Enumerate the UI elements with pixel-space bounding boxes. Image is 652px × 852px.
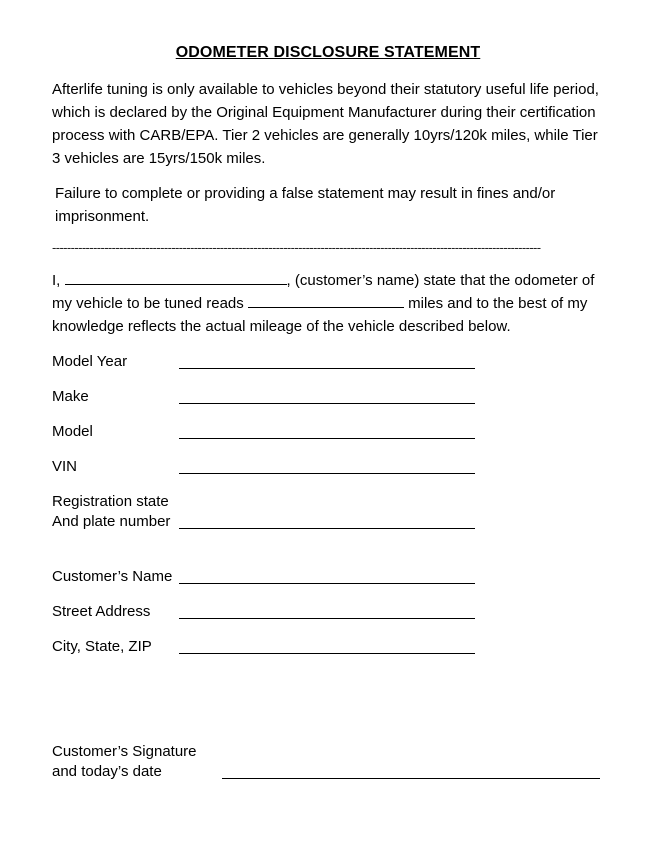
- model-year-label: Model Year: [52, 353, 128, 370]
- warning-paragraph: Failure to complete or providing a false statement may result in fines and/or imprisonment.: [55, 185, 556, 225]
- customer-name-field[interactable]: [179, 583, 475, 584]
- statement-part-3: miles and to the best of my knowledge reflects the actual mileage of the vehicle described below.: [52, 295, 588, 335]
- city-state-zip-label: City, State, ZIP: [52, 638, 152, 655]
- intro-paragraph: Afterlife tuning is only available to vehicles beyond their statutory useful life period, which is declared by the Original Equipment Manufacturer during their certification process with CARB/EPA. Tier 2 vehicles are generally 10yrs/120k miles, while Tier 3 vehicles are 15yrs/150k miles.: [52, 81, 599, 167]
- vin-row: [52, 457, 604, 492]
- city-state-zip-row: [52, 637, 604, 672]
- spacer-large: [52, 672, 604, 742]
- signature-label-line2: and today’s date: [52, 763, 162, 780]
- city-state-zip-field[interactable]: [179, 653, 475, 654]
- vin-label: VIN: [52, 458, 78, 475]
- street-address-label: Street Address: [52, 603, 151, 620]
- mileage-blank[interactable]: [248, 293, 404, 308]
- registration-label-line2: And plate number: [52, 513, 171, 530]
- registration-label-line1: Registration state: [52, 493, 169, 510]
- vin-field[interactable]: [179, 473, 475, 474]
- registration-label: [52, 492, 170, 532]
- spacer: [52, 547, 604, 567]
- make-row: [52, 387, 604, 422]
- make-field[interactable]: [179, 403, 475, 404]
- model-label: Model: [52, 423, 93, 440]
- registration-row: [52, 492, 604, 547]
- model-field[interactable]: [179, 438, 475, 439]
- signature-field[interactable]: [222, 778, 600, 779]
- odometer-statement: [52, 269, 604, 338]
- model-row: [52, 422, 604, 457]
- disclosure-document: [52, 40, 604, 792]
- section-divider: -----------------------------------------------------------------------------------------------------------------------------------: [52, 240, 541, 255]
- signature-row: [52, 742, 604, 792]
- customer-name-row: [52, 567, 604, 602]
- model-year-field[interactable]: [179, 368, 475, 369]
- customer-name-blank[interactable]: [65, 270, 287, 285]
- signature-label: [52, 742, 197, 782]
- signature-label-line1: Customer’s Signature: [52, 743, 197, 760]
- customer-name-label: Customer’s Name: [52, 568, 173, 585]
- statement-part-1: I,: [52, 272, 65, 289]
- model-year-row: [52, 352, 604, 387]
- document-title: ODOMETER DISCLOSURE STATEMENT: [175, 44, 481, 61]
- statement-part-2: , (customer’s name) state that the odometer of my vehicle to be tuned reads: [52, 272, 595, 312]
- make-label: Make: [52, 388, 89, 405]
- street-address-field[interactable]: [179, 618, 475, 619]
- street-address-row: [52, 602, 604, 637]
- registration-field[interactable]: [179, 528, 475, 529]
